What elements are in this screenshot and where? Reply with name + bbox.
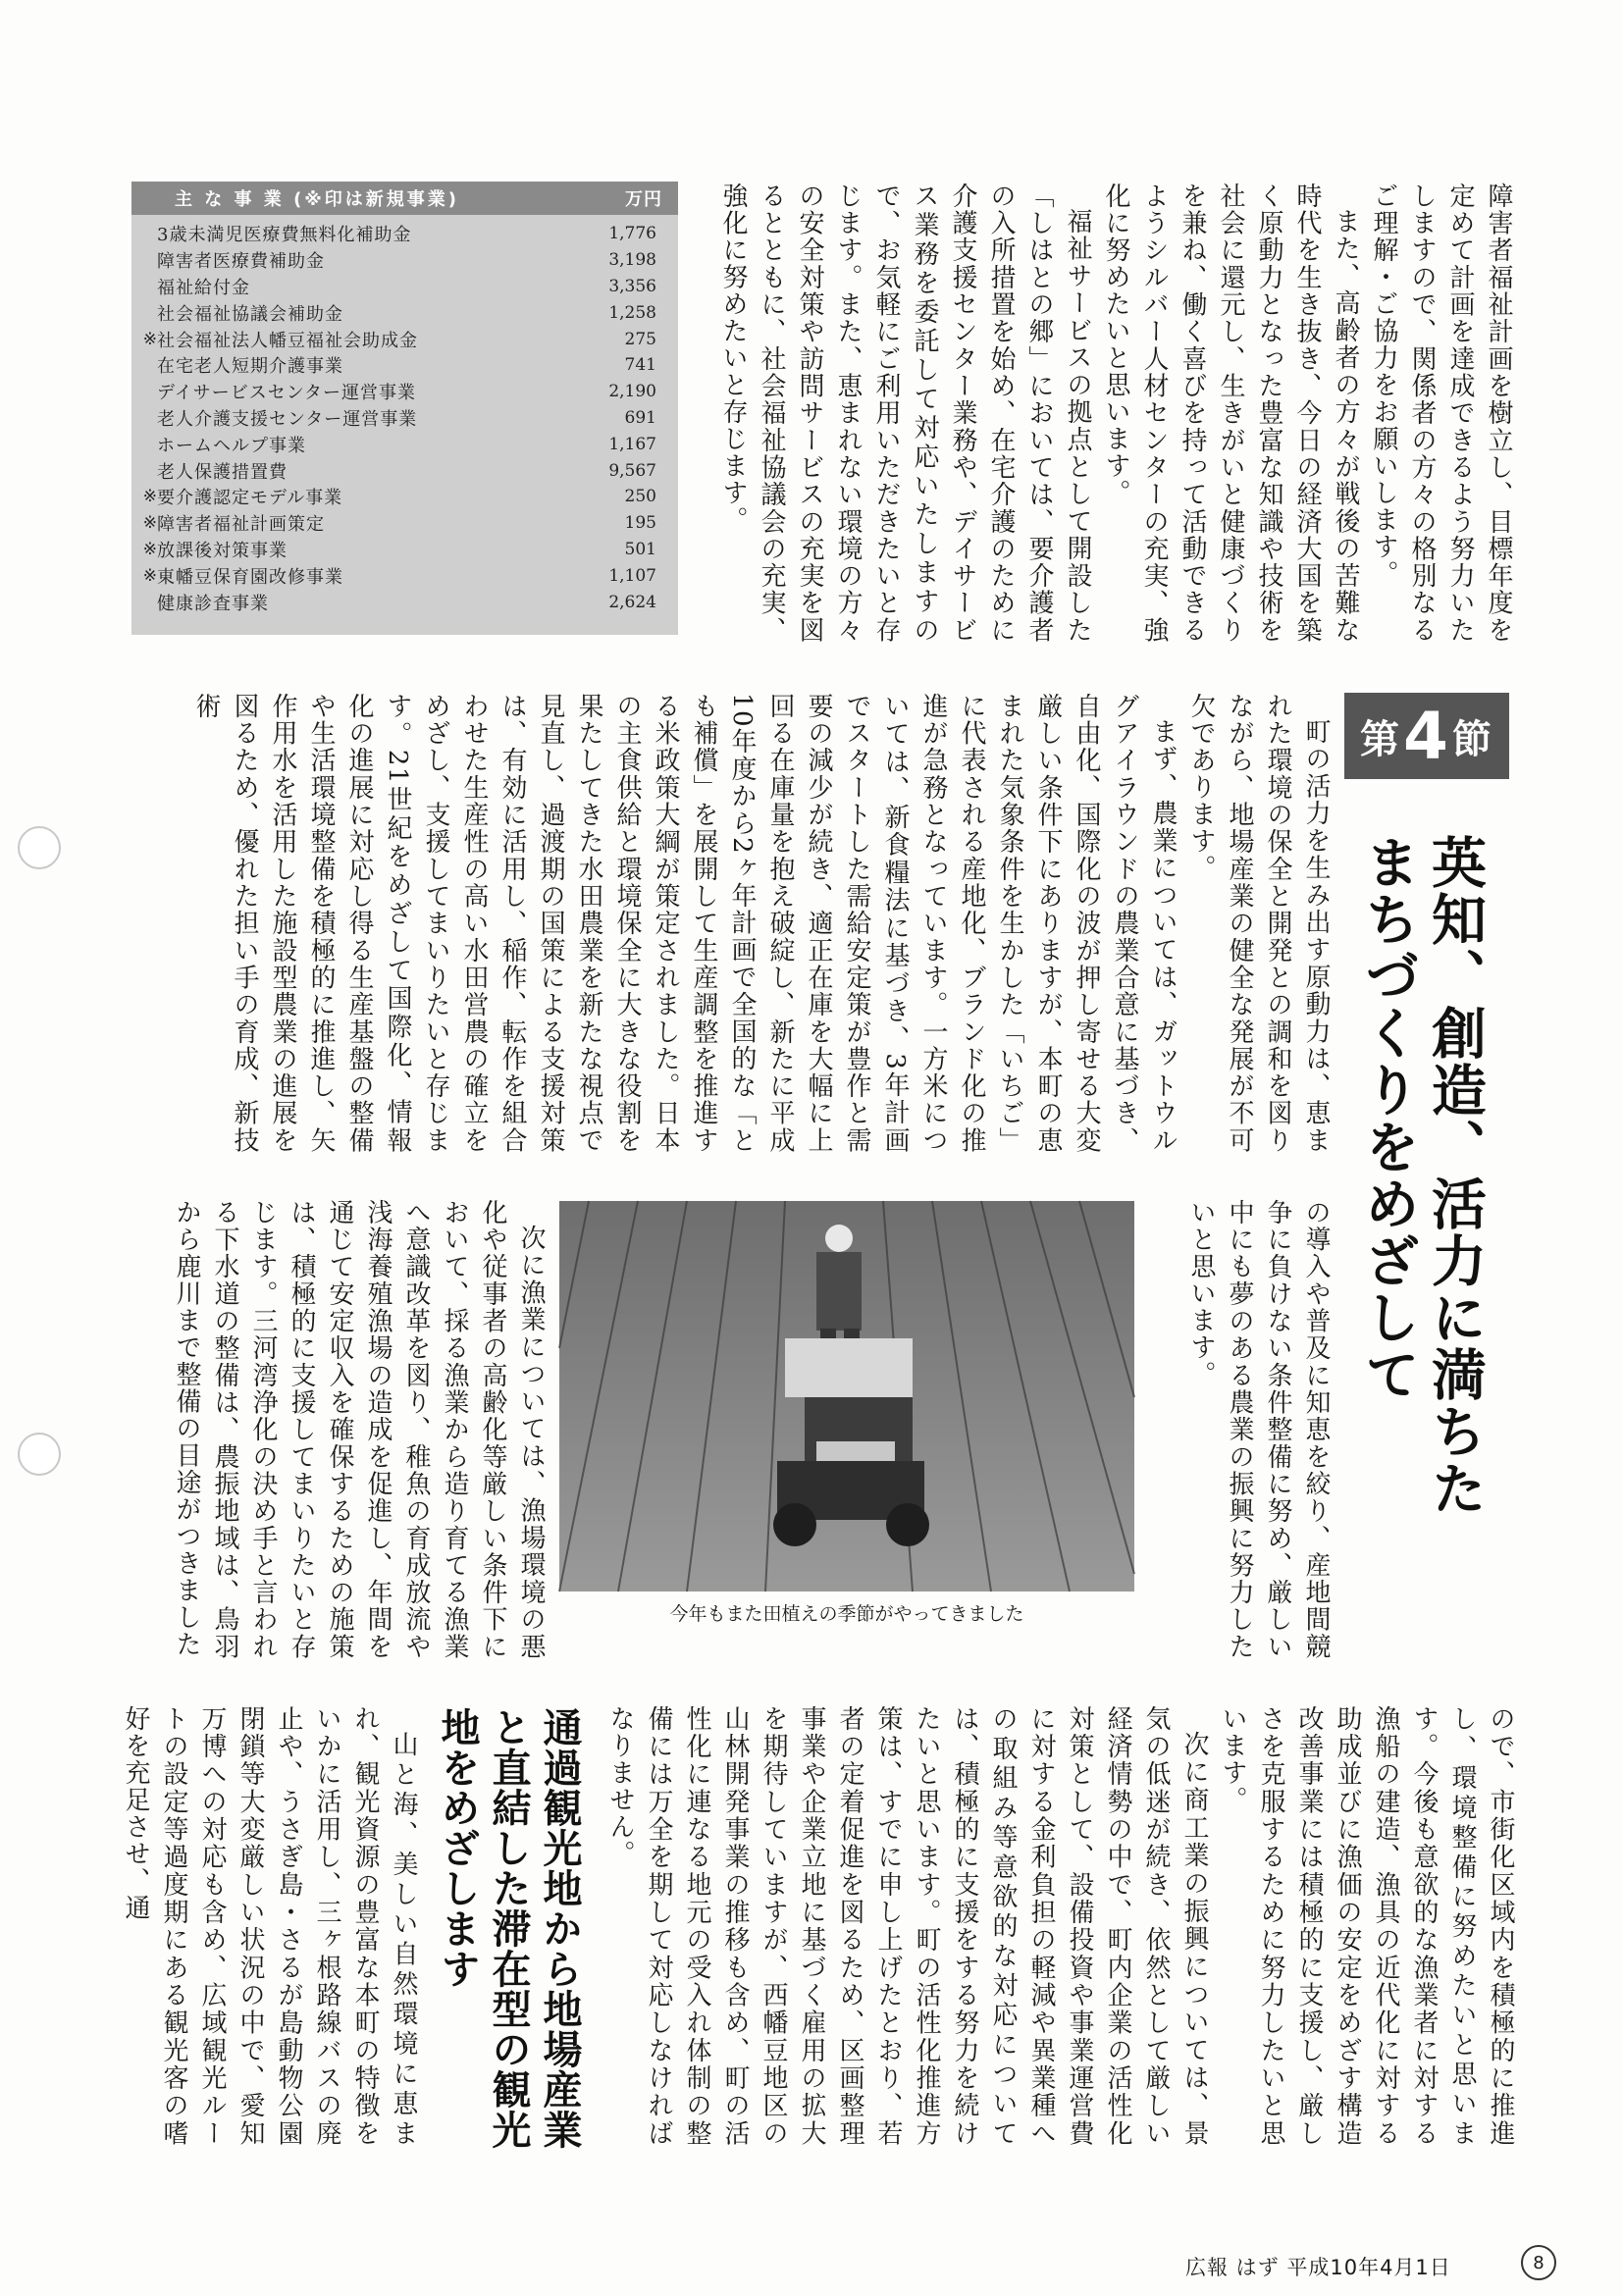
table-row: [131, 589, 678, 615]
project-name: 社会福祉法人幡豆福祉会助成金: [157, 330, 418, 351]
welfare-paragraph-2: また、高齢者の方々が戦後の苦難な時代を生き抜き、今日の経済大国を築く原動力となった豊富な知識や技術を社会に還元し、生きがいと健康づくりを兼ね、働く喜びを持って活動できるようシルバー人材センターの充実、強化に努めたいと思います。: [1101, 183, 1360, 644]
commerce-paragraph-1: 次に商工業の振興については、景気の低迷が続き、依然として厳しい経済情勢の中で、町内企業の活性化対策として、設備投資や事業運営費に対する金利負担の軽減や異業種への取組み等意欲的な対応については、積極的に支援をする努力を続けたいと思います。町の活性化推進方策は、すでに申し上げたとおり、若者の定着促進を図るため、区画整理事業や企業立地に基づく雇用の拡大を期待していますが、西幡豆地区の山林開発事業の推移も含め、町の活性化に連なる地元の受入れ体制の整備には万全を期して対応しなければなりません。: [605, 1705, 1209, 2147]
table-header-title: 主 な 事 業 (※印は新規事業): [175, 189, 460, 210]
table-row: [131, 274, 678, 300]
project-budget: 501: [624, 539, 656, 559]
table-row: [131, 379, 678, 405]
table-header: [131, 182, 678, 215]
new-project-mark: ※: [142, 565, 157, 586]
photo-caption: 今年もまた田植えの季節がやってきました: [669, 1603, 1024, 1625]
table-row: [131, 562, 678, 589]
section-badge-prefix: 第: [1360, 716, 1402, 762]
tourism-paragraph-1: 山と海、美しい自然環境に恵まれ、観光資源の豊富な本町の特徴をいかに活用し、三ヶ根路線バスの廃止や、うさぎ島・さるが島動物公園閉鎖等大変厳しい状況の中で、愛知万博への対応も含め、広域観光ルートの設定等過度期にある観光客の嗜好を充足させ、通: [121, 1705, 418, 2147]
binder-hole-top: [18, 826, 61, 869]
agriculture-text: [128, 693, 1335, 1154]
table-row: [131, 457, 678, 484]
project-name: ホームヘルプ事業: [157, 435, 306, 456]
project-name: 老人保護措置費: [157, 461, 288, 483]
project-name: 要介護認定モデル事業: [157, 488, 343, 509]
section-badge: [1344, 693, 1509, 779]
project-budget: 3,356: [608, 276, 656, 296]
commerce-paragraph-0: ので、市街化区域内を積極的に推進し、環境整備に努めたいと思います。今後も意欲的な漁業者に対する漁船の建造、漁具の近代化に対する助成並びに漁価の安定をめざす構造改善事業には積極的に支援し、厳しさを克服するために努力したいと思います。: [1218, 1705, 1515, 2147]
project-budget: 1,167: [608, 434, 656, 454]
section-badge-suffix: 節: [1451, 716, 1493, 762]
table-row: [131, 299, 678, 326]
welfare-paragraph-1: 障害者福祉計画を樹立し、目標年度を定めて計画を達成できるよう努力いたしますので、関係者の方々の格別なるご理解・ご協力をお願いします。: [1369, 183, 1513, 644]
footer-publication: 広報 はず 平成10年4月1日: [1185, 2256, 1451, 2279]
project-budget: 9,567: [608, 460, 656, 481]
agriculture-paragraph-3: の導入や普及に知恵を絞り、産地間競争に負けない条件整備に努め、厳しい中にも夢のある農業の振興に努力したいと思います。: [1186, 1199, 1331, 1660]
table-row: [131, 326, 678, 352]
commerce-text: [589, 1705, 1519, 2147]
project-budget: 275: [624, 329, 656, 349]
project-name: 障害者医療費補助金: [157, 251, 325, 273]
project-name: 在宅老人短期介護事業: [157, 356, 343, 378]
project-budget: 195: [624, 513, 656, 534]
project-name: 社会福祉協議会補助金: [157, 303, 343, 325]
table-row: [131, 431, 678, 457]
project-budget: 741: [624, 355, 656, 376]
binder-hole-bottom: [18, 1433, 61, 1476]
project-name: 3歳未満児医療費無料化補助金: [157, 225, 412, 246]
project-budget: 2,190: [608, 382, 656, 402]
welfare-paragraph-3: 福祉サービスの拠点として開設した「しはとの郷」においては、要介護者の入所措置を始め、在宅介護のために介護支援センター業務や、デイサービス業務を委託して対応いたしますので、お気軽にご利用いただきたいと存じます。また、恵まれない環境の方々の安全対策や訪問サービスの充実を図るとともに、社会福祉協議会の充実、強化に努めたいと存じます。: [718, 183, 1092, 644]
welfare-text: [693, 183, 1517, 644]
project-name: 東幡豆保育園改修事業: [157, 566, 343, 588]
table-header-unit: 万円: [625, 189, 662, 210]
new-project-mark: ※: [142, 513, 157, 534]
fishery-text: [137, 1199, 550, 1660]
main-projects-table: [131, 182, 678, 635]
table-body: [131, 215, 678, 615]
table-row: [131, 405, 678, 432]
project-name: 健康診査事業: [157, 593, 269, 614]
section-badge-number: 4: [1403, 698, 1450, 774]
project-name: 障害者福祉計画策定: [157, 514, 325, 536]
table-row: [131, 221, 678, 247]
rice-planting-photo: [559, 1201, 1134, 1592]
project-budget: 2,624: [608, 592, 656, 612]
table-row: [131, 537, 678, 563]
table-row: [131, 247, 678, 274]
new-project-mark: ※: [142, 539, 157, 559]
new-project-mark: ※: [142, 487, 157, 507]
project-budget: 1,258: [608, 302, 656, 323]
fishery-paragraph-1: 次に漁業については、漁場環境の悪化や従事者の高齢化等厳しい条件下において、採る漁業から造り育てる漁業へ意識改革を図り、稚魚の育成放流や浅海養殖漁場の造成を促進し、年間を通じて安定収入を確保するための施策は、積極的に支援してまいりたいと存じます。三河湾浄化の決め手と言われる下水道の整備は、農振地域は、鳥羽から鹿川まで整備の目途がつきました: [172, 1199, 546, 1660]
table-row: [131, 484, 678, 510]
table-row: [131, 352, 678, 379]
rice-planting-image: [559, 1201, 1134, 1592]
project-name: デイサービスセンター運営事業: [157, 383, 417, 404]
project-budget: 3,198: [608, 250, 656, 271]
section-title: 英知、創造、活力に満ちたまちづくりをめざして: [1356, 834, 1487, 1517]
agriculture-paragraph-2: まず、農業については、ガットウルグアイラウンドの農業合意に基づき、自由化、国際化の波が押し寄せる大変厳しい条件下にありますが、本町の恵まれた気象条件を生かした「いちご」に代表される産地化、ブランド化の推進が急務となっています。一方米については、新食糧法に基づき、3年計画でスタートした需給安定策が豊作と需要の減少が続き、適正在庫を大幅に上回る在庫量を抱え破綻し、新たに平成10年度から2ヶ年計画で全国的な「とも補償」を展開して生産調整を推進する米政策大綱が策定されました。日本の主食供給と環境保全に大きな役割を果たしてきた水田農業を新たな視点で見直し、過渡期の国策による支援対策は、有効に活用し、稲作、転作を組合わせた生産性の高い水田営農の確立をめざし、支援してまいりたいと存じます。21世紀をめざして国際化、情報化の進展に対応し得る生産基盤の整備や生活環境整備を積極的に推進し、矢作用水を活用した施設型農業の進展を図るため、優れた担い手の育成、新技術: [191, 693, 1178, 1154]
page-number: 8: [1521, 2245, 1556, 2280]
tourism-heading: 通過観光地から地場産業と直結した滞在型の観光地をめざします: [435, 1707, 582, 2150]
agriculture-text-continued: [1148, 1199, 1335, 1660]
tourism-text: [121, 1705, 422, 2147]
project-name: 放課後対策事業: [157, 540, 288, 561]
project-budget: 691: [624, 407, 656, 428]
project-name: 福祉給付金: [157, 277, 250, 298]
project-budget: 250: [624, 487, 656, 507]
agriculture-paragraph-1: 町の活力を生み出す原動力は、恵まれた環境の保全と開発との調和を図りながら、地場産業の健全な発展が不可欠であります。: [1186, 693, 1331, 1154]
project-budget: 1,776: [608, 224, 656, 244]
table-row: [131, 510, 678, 537]
new-project-mark: ※: [142, 329, 157, 349]
project-name: 老人介護支援センター運営事業: [157, 408, 418, 430]
project-budget: 1,107: [608, 565, 656, 586]
